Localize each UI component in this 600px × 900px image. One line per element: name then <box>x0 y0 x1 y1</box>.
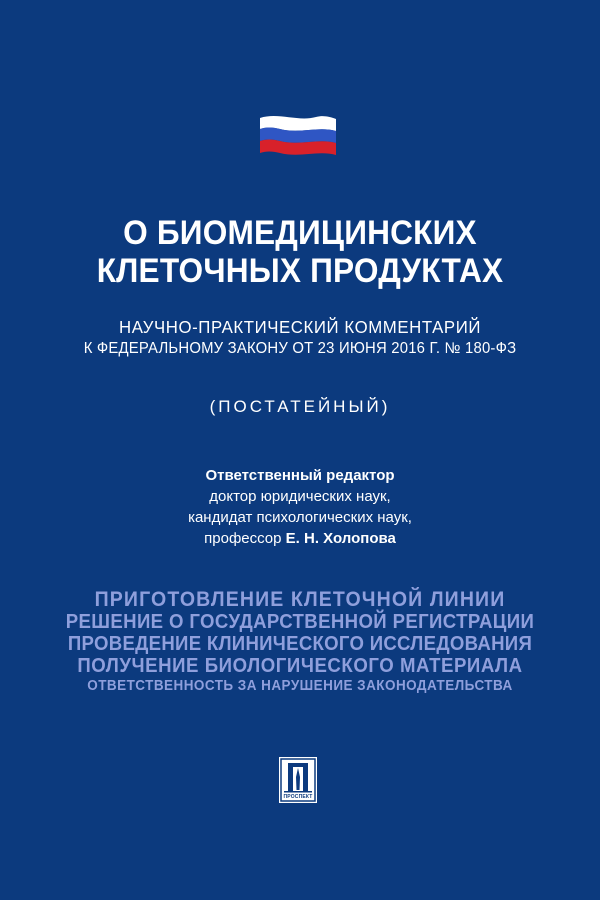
subtitle-line-1: НАУЧНО-ПРАКТИЧЕСКИЙ КОММЕНТАРИЙ <box>118 317 482 337</box>
russian-flag-icon <box>258 112 338 158</box>
topic-item: ПОЛУЧЕНИЕ БИОЛОГИЧЕСКОГО МАТЕРИАЛА <box>77 655 523 677</box>
title-line-2: КЛЕТОЧНЫХ ПРОДУКТАХ <box>96 252 504 290</box>
editor-degree-1: доктор юридических наук, <box>209 488 391 505</box>
publisher-name: ПРОСПЕКТ <box>283 794 313 800</box>
editor-block <box>0 465 600 549</box>
editor-role: Ответственный редактор <box>205 467 395 484</box>
topic-item: ПРОВЕДЕНИЕ КЛИНИЧЕСКОГО ИССЛЕДОВАНИЯ <box>67 633 533 655</box>
editor-title-line <box>0 528 600 549</box>
editor-title-prefix: профессор <box>204 530 286 547</box>
editor-degree-2: кандидат психологических наук, <box>188 509 412 526</box>
prospekt-publisher-logo-icon <box>279 757 317 803</box>
topic-item: ПРИГОТОВЛЕНИЕ КЛЕТОЧНОЙ ЛИНИИ <box>94 588 506 611</box>
topic-item: РЕШЕНИЕ О ГОСУДАРСТВЕННОЙ РЕГИСТРАЦИИ <box>65 611 535 633</box>
subtitle-line-2: К ФЕДЕРАЛЬНОМУ ЗАКОНУ ОТ 23 ИЮНЯ 2016 Г. № 180-ФЗ <box>83 340 517 357</box>
book-title <box>21 214 579 290</box>
topic-item: ОТВЕТСТВЕННОСТЬ ЗА НАРУШЕНИЕ ЗАКОНОДАТЕЛЬСТВА <box>87 678 513 694</box>
title-line-1: О БИОМЕДИЦИНСКИХ <box>123 214 477 252</box>
editor-name: Е. Н. Холопова <box>285 530 396 547</box>
topics-list <box>21 588 579 695</box>
articlewise-label: (ПОСТАТЕЙНЫЙ) <box>209 397 391 416</box>
